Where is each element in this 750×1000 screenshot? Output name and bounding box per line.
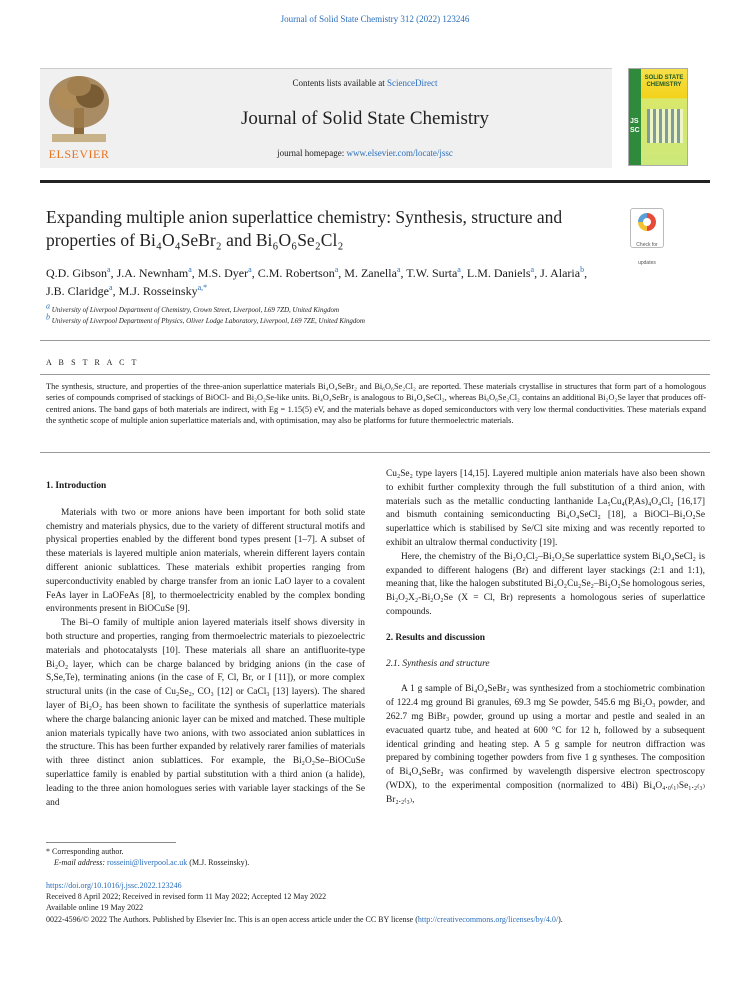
author-name[interactable]: M.S. Dyer xyxy=(197,266,249,280)
paragraph: Here, the chemistry of the Bi₂O₂Cl₂–Bi₂O₂Se superlattice system Bi₄O₄SeCl₂ is expanded to different halogens (Br) and different layer stackings (2:1 and 1:1), meaning that, like the halogen substituted Bi₂O₂Cu₂Se₂–Bi₂O₂Se homologous series, Bi₂O₂X₂-Bi₂O₂Se (X = Cl, Br) represents a homologous series of superlattice compounds. xyxy=(386,551,705,617)
author-name[interactable]: C.M. Robertson xyxy=(257,266,335,280)
doi-link[interactable]: https://doi.org/10.1016/j.jssc.2022.123246 xyxy=(46,881,182,890)
affiliation-divider xyxy=(40,340,710,341)
body-column-right xyxy=(386,468,705,808)
body-column-left xyxy=(46,480,365,810)
affiliation-mark: a xyxy=(46,301,50,311)
contents-line xyxy=(118,78,612,88)
contents-prefix: Contents lists available at xyxy=(292,78,387,88)
license-prefix: 0022-4596/© 2022 The Authors. Published by Elsevier Inc. This is an open access article under the CC BY license ( xyxy=(46,914,418,924)
affiliation-a xyxy=(46,301,666,316)
author-affiliation-mark: a xyxy=(109,283,113,292)
author-name[interactable]: J.B. Claridge xyxy=(46,284,109,298)
author-affiliation-mark: a xyxy=(248,265,252,274)
affiliation-b xyxy=(46,312,666,327)
author-affiliation-mark: b xyxy=(580,265,585,274)
email-label: E-mail address: xyxy=(54,858,108,867)
check-for-updates-button[interactable] xyxy=(630,208,664,266)
title-text: Expanding multiple anion superlattice chemistry: Synthesis, structure and properties of xyxy=(46,207,563,250)
footnote-divider xyxy=(46,842,176,843)
abstract-heading: A B S T R A C T xyxy=(46,358,140,367)
author-list: Q.D. Gibson$^a$, J.A. Newnham$^a$, M.S. Dyer$^a$, C.M. Robertson$^a$, M. Zanella$^a$, T.W. Surta$^a$, L.M. Daniels$^a$, J. Alaria$^b$, J.B. Claridge$^a$, M.J. Rosseinsky$^{a,*}$ xyxy=(46,265,588,298)
author-name[interactable]: J. Alaria xyxy=(540,266,581,280)
cover-graphic xyxy=(647,109,683,143)
paragraph: The Bi–O family of multiple anion layered materials itself shows diversity in both structure and properties, ranging from thermoelectric materials to piezoelectric materials and photocatalysts [10]. These materials all share an antifluorite-type Bi₂O₂ layer, which can be charge balanced by bridging anions (in the case of S,Se,Te), terminating anions (in the case of F, Cl, Br, or I [11]), or more complex structural units (in the case of Cu₂Se₂, CO₃ [12] or CaCl₃ [13] layers). The shared layer of Bi₂O₂ has been shown to facilitate the synthesis of superlattice materials where the charge balancing anionic layer can be mixed and matched. These multiple anion materials typically have two anions, with two associated anion sublattices in the structure. This has been further expanded by relatively rarer families of materials with three distinct anion sublattices. For example, the Bi₂O₂Se–BiOCuSe superlattice family is enabled by partial substitution with a third anion (a halide), leading to the three anion homologues series with variable layer stackings of the Se and xyxy=(46,618,365,808)
publication-info xyxy=(46,880,706,925)
cover-title: SOLID STATE CHEMISTRY xyxy=(644,75,684,88)
corresponding-author-note: * Corresponding author. xyxy=(46,847,124,856)
author-affiliation-mark: a xyxy=(188,265,192,274)
affiliation-mark: b xyxy=(46,312,50,322)
author-email-link[interactable]: rosseini@liverpool.ac.uk xyxy=(107,858,188,867)
license-suffix: ). xyxy=(558,914,563,924)
email-suffix: (M.J. Rosseinsky). xyxy=(187,858,250,867)
crossmark-icon xyxy=(638,213,656,231)
affiliations xyxy=(46,301,666,327)
email-note xyxy=(46,857,666,868)
journal-citation-header[interactable]: Journal of Solid State Chemistry 312 (2022) 123246 xyxy=(280,14,470,24)
license-link[interactable]: http://creativecommons.org/licenses/by/4.0/ xyxy=(417,914,559,924)
author-affiliation-mark: a xyxy=(396,265,401,274)
cover-spine-text: JSSC xyxy=(630,118,640,134)
author-affiliation-mark: a xyxy=(530,265,535,274)
abstract-text: The synthesis, structure, and properties of the three-anion superlattice materials Bi₄O₄SeBr₂ and Bi₆O₆Se₂Cl₂ are reported. These materials crystallise in structures that form part of a homologous series of compounds comprised of stackings of BiOCl- and Bi₂O₂Se-like units. Bi₄O₄SeBr₂ is analogous to Bi₄O₄SeCl₂, whereas Bi₆O₆Se₂Cl₂ contains an additional Bi₂O₂Se layer that produces off-centred anions. The band gaps of both materials are indirect, with Eg = 1.15(5) eV, and the materials behave as doped semiconductors with very low thermal conductivities. These materials expand the synthetic scope of multiple anion superlattice materials and, with optimisation, may also be platforms for future thermoelectric materials. xyxy=(46,382,706,426)
author-name[interactable]: Q.D. Gibson xyxy=(46,266,108,280)
article-title xyxy=(46,206,606,252)
received-dates: Received 8 April 2022; Received in revised form 11 May 2022; Accepted 12 May 2022 xyxy=(46,892,327,902)
license-line xyxy=(46,914,706,925)
elsevier-tree-icon xyxy=(49,76,109,142)
title-formula-1: Bi₄O₄SeBr₂ xyxy=(139,230,222,250)
author-name[interactable]: T.W. Surta xyxy=(406,266,458,280)
title-and: and xyxy=(221,230,256,250)
footnotes xyxy=(46,846,666,868)
author-affiliation-mark: a xyxy=(334,265,339,274)
subsection-heading-synthesis: 2.1. Synthesis and structure xyxy=(386,658,490,669)
section-heading-introduction: 1. Introduction xyxy=(46,481,107,491)
affiliation-text: University of Liverpool Department of Physics, Oliver Lodge Laboratory, Liverpool, L69 7ZE, United Kingdom xyxy=(51,317,365,325)
section-heading-results: 2. Results and discussion xyxy=(386,632,485,643)
author-affiliation-mark: a xyxy=(107,265,111,274)
affiliation-text: University of Liverpool Department of Chemistry, Crown Street, Liverpool, L69 7ZD, United Kingdom xyxy=(51,306,339,314)
homepage-prefix: journal homepage: xyxy=(277,148,347,158)
author-affiliation-mark: a xyxy=(457,265,461,274)
author-name[interactable]: M.J. Rosseinsky xyxy=(118,284,198,298)
author-affiliation-mark: a,* xyxy=(197,283,208,292)
header-divider xyxy=(40,180,710,183)
author-name[interactable]: L.M. Daniels xyxy=(466,266,531,280)
author-name[interactable]: M. Zanella xyxy=(344,266,397,280)
elsevier-logo xyxy=(40,68,118,166)
sciencedirect-link[interactable]: ScienceDirect xyxy=(387,78,438,88)
homepage-line xyxy=(118,148,612,158)
elsevier-wordmark: ELSEVIER xyxy=(48,147,110,161)
paragraph: A 1 g sample of Bi₄O₄SeBr₂ was synthesized from a stochiometric combination of 122.4 mg ground Bi granules, 69.3 mg Se powder, 545.6 mg Bi₂O₃ powder, and 262.7 mg BiBr₃ powder, ground up using a mortar and pestle and sealed in an evacuated quartz tube, and heated at 600 °C for 12 h, followed by a subsequent identical grinding and heating step. A 5 g sample for neutron diffraction was prepared by combining together powders from five 1 g syntheses. The composition of Bi₄O₄SeBr₂ was confirmed by wavelength dispersive electron spectroscopy (WDX), to the experimental composition (normalized to 4Bi) Bi₄O₄.₀₍₁₎Se₁.₂₍₃₎Br₂.₂₍₃₎, xyxy=(386,684,705,805)
abstract-divider xyxy=(40,374,710,375)
title-formula-2: Bi₆O₆Se₂Cl₂ xyxy=(255,230,344,250)
available-online: Available online 19 May 2022 xyxy=(46,903,144,913)
journal-cover-thumbnail[interactable] xyxy=(628,68,688,166)
paragraph: Cu₂Se₂ type layers [14,15]. Layered multiple anion materials have also been shown to exhibit further complexity through the full substitution of a third anion, with materials such as the metallic conducting lanthanide La₅Cu₄(P,As)₄O₄Cl₂ [16,17] and bismuth containing semiconducting Bi₄O₄SeCl₂ [18], a BiOCl–Bi₂O₂Se superlattice which is stabilised by Se/Cl site mixing and was recently reported to exhibit an ultralow thermal conductivity [19]. xyxy=(386,469,705,548)
abstract-bottom-divider xyxy=(40,452,710,453)
author-name[interactable]: J.A. Newnham xyxy=(116,266,189,280)
paragraph: Materials with two or more anions have been important for both solid state chemistry and materials physics, due to the variety of different structural motifs and physical properties enabled by the different bond types present [1–7]. A subset of these materials is layered multiple anion materials, wherein different layers contain different anionic sublattices. These materials exhibit properties ranging from superconductivity enabled by charge transfer from an ionic LaO layer to a covalent FeAs layer in LaOFeAs [8], to thermoelectricity enabled by the complex bonding environments present in BiOCuSe [9]. xyxy=(46,507,365,615)
check-updates-label: Check for updates xyxy=(636,242,658,266)
journal-homepage-link[interactable]: www.elsevier.com/locate/jssc xyxy=(346,148,453,158)
journal-name: Journal of Solid State Chemistry xyxy=(240,108,490,129)
